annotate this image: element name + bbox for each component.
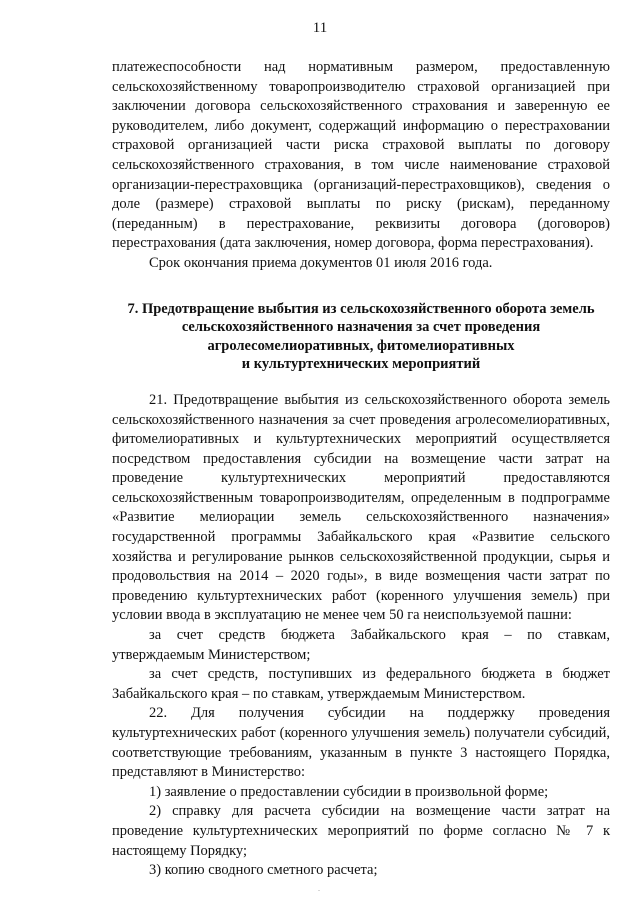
section-heading — [112, 300, 610, 374]
section-heading-line: агролесомелиоративных, фитомелиоративных — [207, 337, 515, 354]
list-item-certificate: 2) справку для расчета субсидии на возмещение части затрат на проведение культуртехнических мероприятий по форме согласно № 7 к настоящему Порядку; — [112, 803, 610, 859]
section-heading-line: и культуртехнических мероприятий — [241, 356, 481, 373]
document-body — [112, 58, 610, 881]
continuation-paragraph: платежеспособности над нормативным размером, предоставленную сельскохозяйственному товаропроизводителю страховой организацией при заключении договора сельскохозяйственного страхования и заверенную ее руководителем, либо документ, содержащий информацию о перестраховании страховой организацией части риска страховой выплаты по договору сельскохозяйственного страхования, в том числе наименование страховой организации-перестраховщика (организаций-перестраховщиков), сведения о доле (размере) страховой выплаты по риску (рискам), переданному (переданным) в перестрахование, реквизиты договора (договоров) перестрахования (дата заключения, номер договора, форма перестрахования). — [112, 59, 610, 252]
paragraph-21: 21. Предотвращение выбытия из сельскохозяйственного оборота земель сельскохозяйственного назначения за счет проведения агролесомелиоративных, фитомелиоративных и культуртехнических мероприятий осуществляется посредством предоставления субсидии на возмещение части затрат на проведение культуртехнических мероприятий предоставляются сельскохозяйственным товаропроизводителям, определенным в подпрограмме «Развитие мелиорации земель сельскохозяйственного назначения» государственной программы Забайкальского края «Развитие сельского хозяйства и регулирование рынков сельскохозяйственной продукции, сырья и продовольствия на 2014 – 2020 годы», в виде возмещения части затрат по проведению культуртехнических работ (коренного улучшения земель) при условии ввода в эксплуатацию не менее чем 50 га неиспользуемой пашни: — [112, 391, 610, 624]
section-heading-line: 7. Предотвращение выбытия из сельскохозяйственного оборота земель — [127, 300, 595, 317]
list-item-application: 1) заявление о предоставлении субсидии в произвольной форме; — [149, 783, 549, 800]
page-number: 11 — [312, 20, 328, 36]
paragraph-21-federal-budget: за счет средств, поступивших из федерального бюджета в бюджет Забайкальского края – по ставкам, утверждаемым Министерством. — [112, 666, 610, 702]
paragraph-21-regional-budget: за счет средств бюджета Забайкальского края – по ставкам, утверждаемым Министерством; — [112, 627, 610, 663]
list-item-estimate-copy: 3) копию сводного сметного расчета; — [149, 862, 378, 879]
scan-mark: . — [318, 884, 320, 893]
section-heading-line: сельскохозяйственного назначения за счет проведения — [181, 319, 541, 336]
deadline-paragraph: Срок окончания приема документов 01 июля 2016 года. — [149, 254, 493, 271]
paragraph-22: 22. Для получения субсидии на поддержку проведения культуртехнических работ (коренного улучшения земель) получатели субсидий, соответствующие требованиям, указанным в пункте 3 настоящего Порядка, представляют в Министерство: — [112, 705, 610, 781]
